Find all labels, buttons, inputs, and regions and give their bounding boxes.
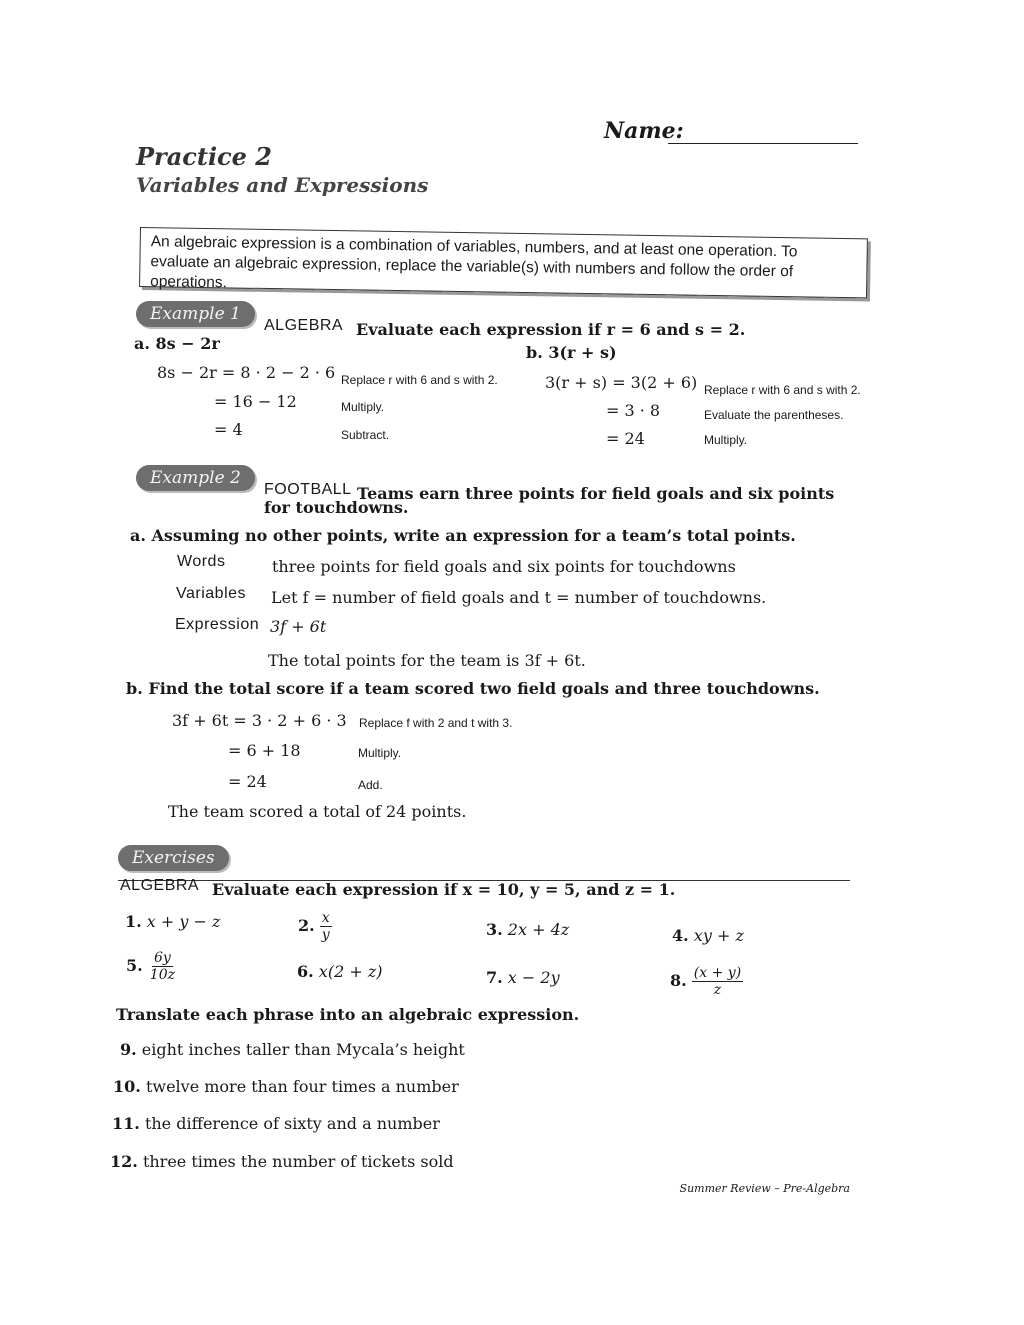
example-2b-note-1: Replace f with 2 and t with 3. — [359, 716, 513, 730]
example-1a-note-1: Replace r with 6 and s with 2. — [341, 373, 498, 387]
exercise-fraction — [148, 950, 177, 983]
footer-text: Summer Review – Pre-Algebra — [679, 1182, 850, 1195]
expression-label: Expression — [175, 616, 260, 633]
exercise-3[interactable] — [486, 920, 569, 939]
exercise-number: 8. — [670, 971, 687, 990]
fraction-numerator: 6y — [153, 950, 171, 966]
exercises-prompt: Evaluate each expression if x = 10, y = 5, and z = 1. — [212, 880, 676, 899]
exercise-2[interactable] — [298, 910, 332, 943]
variables-text: Let f = number of field goals and t = number of touchdowns. — [271, 588, 767, 607]
exercises-topic: ALGEBRA — [120, 877, 200, 894]
example-2b-note-3: Add. — [358, 778, 383, 792]
exercise-fraction — [692, 965, 743, 998]
fraction-numerator: x — [321, 910, 330, 926]
example-1a-step-1: 8s − 2r = 8 · 2 − 2 · 6 — [157, 363, 336, 382]
example-1b-note-2: Evaluate the parentheses. — [704, 408, 844, 422]
example-1a-step-2: = 16 − 12 — [214, 392, 297, 411]
example-2a-conclusion: The total points for the team is 3f + 6t. — [268, 651, 586, 670]
exercise-number: 5. — [126, 956, 143, 975]
example-2b-question: b. Find the total score if a team scored two field goals and three touchdowns. — [126, 679, 820, 698]
exercise-4[interactable] — [672, 926, 744, 945]
exercise-number: 4. — [672, 926, 689, 945]
example-1a-note-2: Multiply. — [341, 400, 385, 414]
phrase-text: the difference of sixty and a number — [144, 1114, 440, 1133]
definition-box — [139, 227, 868, 298]
fraction-denominator: 10z — [149, 967, 175, 983]
example-2-badge: Example 2 — [136, 465, 255, 491]
exercise-1[interactable] — [125, 912, 220, 931]
fraction-numerator: (x + y) — [693, 965, 742, 981]
example-1b-note-1: Replace r with 6 and s with 2. — [704, 383, 861, 397]
exercise-fraction — [320, 910, 332, 943]
phrase-number: 9. — [120, 1040, 137, 1059]
variables-label: Variables — [176, 585, 247, 602]
fraction-denominator: y — [321, 927, 330, 943]
exercise-6[interactable] — [297, 962, 383, 981]
exercise-8[interactable] — [670, 965, 743, 998]
example-2b-note-2: Multiply. — [358, 746, 402, 760]
example-1b-step-2: = 3 · 8 — [606, 401, 661, 420]
name-blank-line[interactable] — [668, 143, 858, 144]
phrase-number: 10. — [113, 1077, 141, 1096]
example-1a-step-3: = 4 — [214, 420, 243, 439]
phrase-11[interactable] — [112, 1114, 440, 1133]
example-1b-step-3: = 24 — [606, 429, 645, 448]
example-2-topic: FOOTBALL — [264, 481, 352, 498]
example-2-prompt-line-1: Teams earn three points for field goals and six points — [357, 484, 835, 503]
phrase-text: three times the number of tickets sold — [142, 1152, 454, 1171]
page-title: Practice 2 — [136, 142, 272, 171]
page-subtitle: Variables and Expressions — [136, 173, 429, 197]
phrase-9[interactable] — [120, 1040, 465, 1059]
exercise-expression: x − 2y — [507, 968, 560, 987]
example-1-badge: Example 1 — [136, 301, 255, 327]
example-1-prompt: Evaluate each expression if r = 6 and s = 2. — [356, 320, 746, 339]
exercise-expression: xy + z — [693, 926, 744, 945]
exercise-5[interactable] — [126, 950, 177, 983]
translate-heading: Translate each phrase into an algebraic expression. — [116, 1005, 580, 1024]
exercise-number: 2. — [298, 916, 315, 935]
exercise-expression: x + y − z — [146, 912, 221, 931]
example-2-prompt-line-2: for touchdowns. — [264, 498, 409, 517]
example-1b-label: b. 3(r + s) — [526, 343, 617, 362]
fraction-denominator: z — [713, 982, 722, 998]
exercise-expression: 2x + 4z — [507, 920, 570, 939]
example-1b-step-1: 3(r + s) = 3(2 + 6) — [545, 373, 698, 392]
example-1-topic: ALGEBRA — [264, 317, 344, 334]
phrase-10[interactable] — [113, 1077, 459, 1096]
exercise-number: 1. — [125, 912, 142, 931]
phrase-text: twelve more than four times a number — [145, 1077, 459, 1096]
example-2a-question: a. Assuming no other points, write an expression for a team’s total points. — [130, 526, 796, 545]
name-label: Name: — [604, 118, 684, 144]
exercise-number: 3. — [486, 920, 503, 939]
example-1a-label: a. 8s − 2r — [134, 334, 220, 353]
words-label: Words — [177, 553, 226, 570]
phrase-number: 12. — [110, 1152, 138, 1171]
definition-text: An algebraic expression is a combination of variables, numbers, and at least one operation. To evaluate an algebraic expression, replace the variable(s) with numbers and follow the order of operations. — [150, 233, 798, 292]
exercise-7[interactable] — [486, 968, 560, 987]
phrase-12[interactable] — [110, 1152, 454, 1171]
example-1b-note-3: Multiply. — [704, 433, 748, 447]
example-2b-step-2: = 6 + 18 — [228, 741, 301, 760]
exercises-badge: Exercises — [118, 845, 229, 871]
phrase-text: eight inches taller than Mycala’s height — [141, 1040, 465, 1059]
example-2b-step-1: 3f + 6t = 3 · 2 + 6 · 3 — [172, 711, 347, 730]
exercise-number: 6. — [297, 962, 314, 981]
example-2b-step-3: = 24 — [228, 772, 267, 791]
expression-text: 3f + 6t — [270, 617, 327, 636]
example-2b-conclusion: The team scored a total of 24 points. — [168, 802, 467, 821]
phrase-number: 11. — [112, 1114, 140, 1133]
exercise-expression: x(2 + z) — [318, 962, 383, 981]
exercise-number: 7. — [486, 968, 503, 987]
example-1a-note-3: Subtract. — [341, 428, 390, 442]
words-text: three points for field goals and six points for touchdowns — [272, 557, 736, 576]
